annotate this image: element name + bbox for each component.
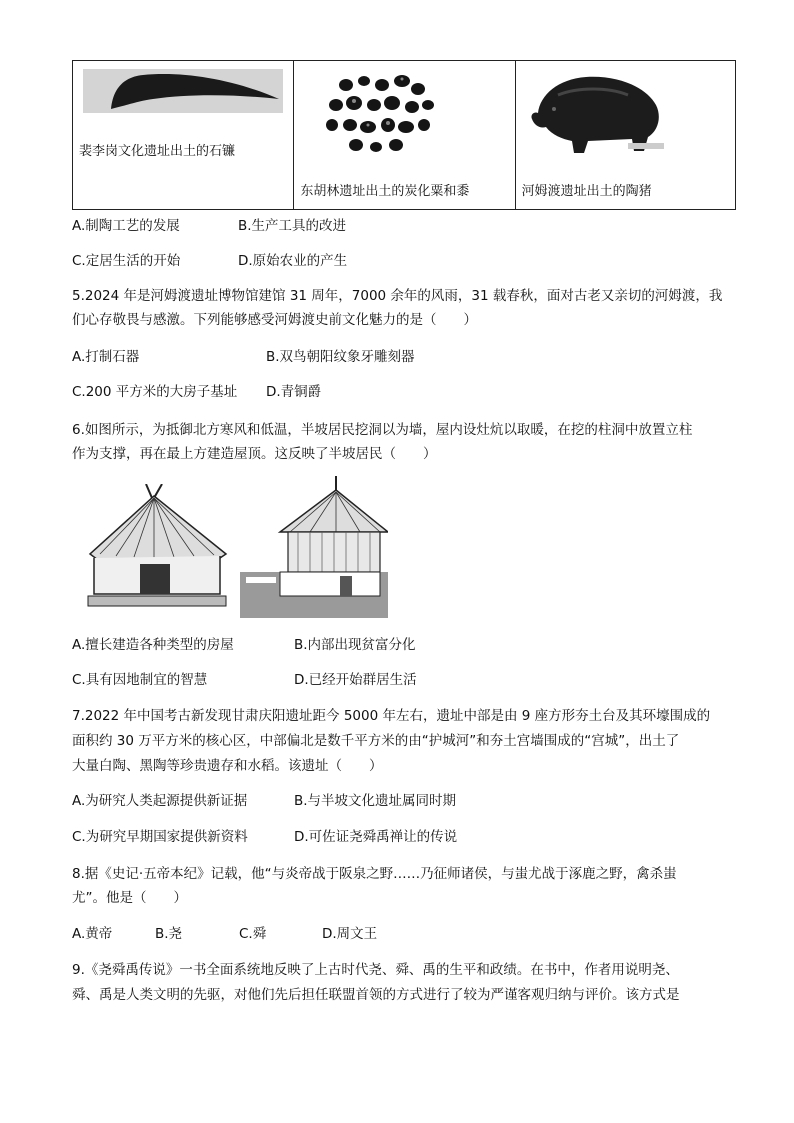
banpo-hut-exterior-icon <box>80 484 230 612</box>
artifact-caption: 河姆渡遗址出土的陶猪 <box>521 184 652 199</box>
artifact-table <box>72 60 736 210</box>
artifact-cell-pig <box>515 61 735 209</box>
q9-stem-line: 舜、禹是人类文明的先驱，对他们先后担任联盟首领的方式进行了较为严谨客观归纳与评价。该方式是 <box>72 987 680 1003</box>
stone-sickle-icon <box>83 69 283 113</box>
q7-option-c[interactable]: C.为研究早期国家提供新资料 <box>72 829 248 845</box>
artifact-cell-grain <box>293 61 514 209</box>
q7-option-a[interactable]: A.为研究人类起源提供新证据 <box>72 793 248 809</box>
q6-option-a[interactable]: A.擅长建造各种类型的房屋 <box>72 637 234 653</box>
q8-option-a[interactable]: A.黄帝 <box>72 926 113 942</box>
artifact-caption: 裴李岗文化遗址出土的石镰 <box>79 144 236 159</box>
q8-option-c[interactable]: C.舜 <box>239 926 267 942</box>
artifact-cell-sickle <box>73 61 293 209</box>
q8-option-b[interactable]: B.尧 <box>155 926 183 942</box>
q8-stem-line: 8.据《史记·五帝本纪》记载，他“与炎帝战于阪泉之野……乃征师诸侯，与蚩尤战于涿鹿之野，禽杀蚩 <box>72 866 677 882</box>
q7-option-d[interactable]: D.可佐证尧舜禹禅让的传说 <box>294 829 458 845</box>
q6-option-b[interactable]: B.内部出现贫富分化 <box>294 637 416 653</box>
q6-stem-line: 作为支撑，再在最上方建造屋顶。这反映了半坡居民（ ） <box>72 446 437 462</box>
q7-stem-line: 7.2022 年中国考古新发现甘肃庆阳遗址距今 5000 年左右，遗址中部是由 9 座方形夯土台及其环壕围成的 <box>72 708 711 724</box>
q4-option-b[interactable]: B.生产工具的改进 <box>238 218 347 234</box>
q7-stem-line: 大量白陶、黑陶等珍贵遗存和水稻。该遗址（ ） <box>72 758 383 774</box>
q5-stem-line: 们心存敬畏与感激。下列能够感受河姆渡史前文化魅力的是（ ） <box>72 312 477 328</box>
carbonized-grain-icon <box>316 71 436 163</box>
q5-option-a[interactable]: A.打制石器 <box>72 349 140 365</box>
q4-option-a[interactable]: A.制陶工艺的发展 <box>72 218 180 234</box>
banpo-hut-section-icon <box>240 476 388 618</box>
q6-option-c[interactable]: C.具有因地制宜的智慧 <box>72 672 208 688</box>
q4-option-d[interactable]: D.原始农业的产生 <box>238 253 348 269</box>
pottery-pig-icon <box>528 65 668 157</box>
q4-option-c[interactable]: C.定居生活的开始 <box>72 253 181 269</box>
q7-stem-line: 面积约 30 万平方米的核心区，中部偏北是数千平方米的由“护城河”和夯土宫墙围成的“宫城”，出土了 <box>72 733 680 749</box>
artifact-caption: 东胡林遗址出土的炭化粟和黍 <box>300 184 470 199</box>
q7-option-b[interactable]: B.与半坡文化遗址属同时期 <box>294 793 457 809</box>
q6-stem-line: 6.如图所示，为抵御北方寒风和低温，半坡居民挖洞以为墙，屋内设灶炕以取暖，在挖的柱洞中放置立柱 <box>72 422 693 438</box>
q6-option-d[interactable]: D.已经开始群居生活 <box>294 672 417 688</box>
q5-option-d[interactable]: D.青铜爵 <box>266 384 322 400</box>
q5-option-c[interactable]: C.200 平方米的大房子基址 <box>72 384 238 400</box>
q5-option-b[interactable]: B.双鸟朝阳纹象牙雕刻器 <box>266 349 415 365</box>
q9-stem-line: 9.《尧舜禹传说》一书全面系统地反映了上古时代尧、舜、禹的生平和政绩。在书中，作者用说明尧、 <box>72 962 679 978</box>
q5-stem-line: 5.2024 年是河姆渡遗址博物馆建馆 31 周年，7000 余年的风雨，31 载春秋，面对古老又亲切的河姆渡，我 <box>72 288 723 304</box>
q8-stem-line: 尤”。他是（ ） <box>72 890 187 906</box>
q8-option-d[interactable]: D.周文王 <box>322 926 378 942</box>
